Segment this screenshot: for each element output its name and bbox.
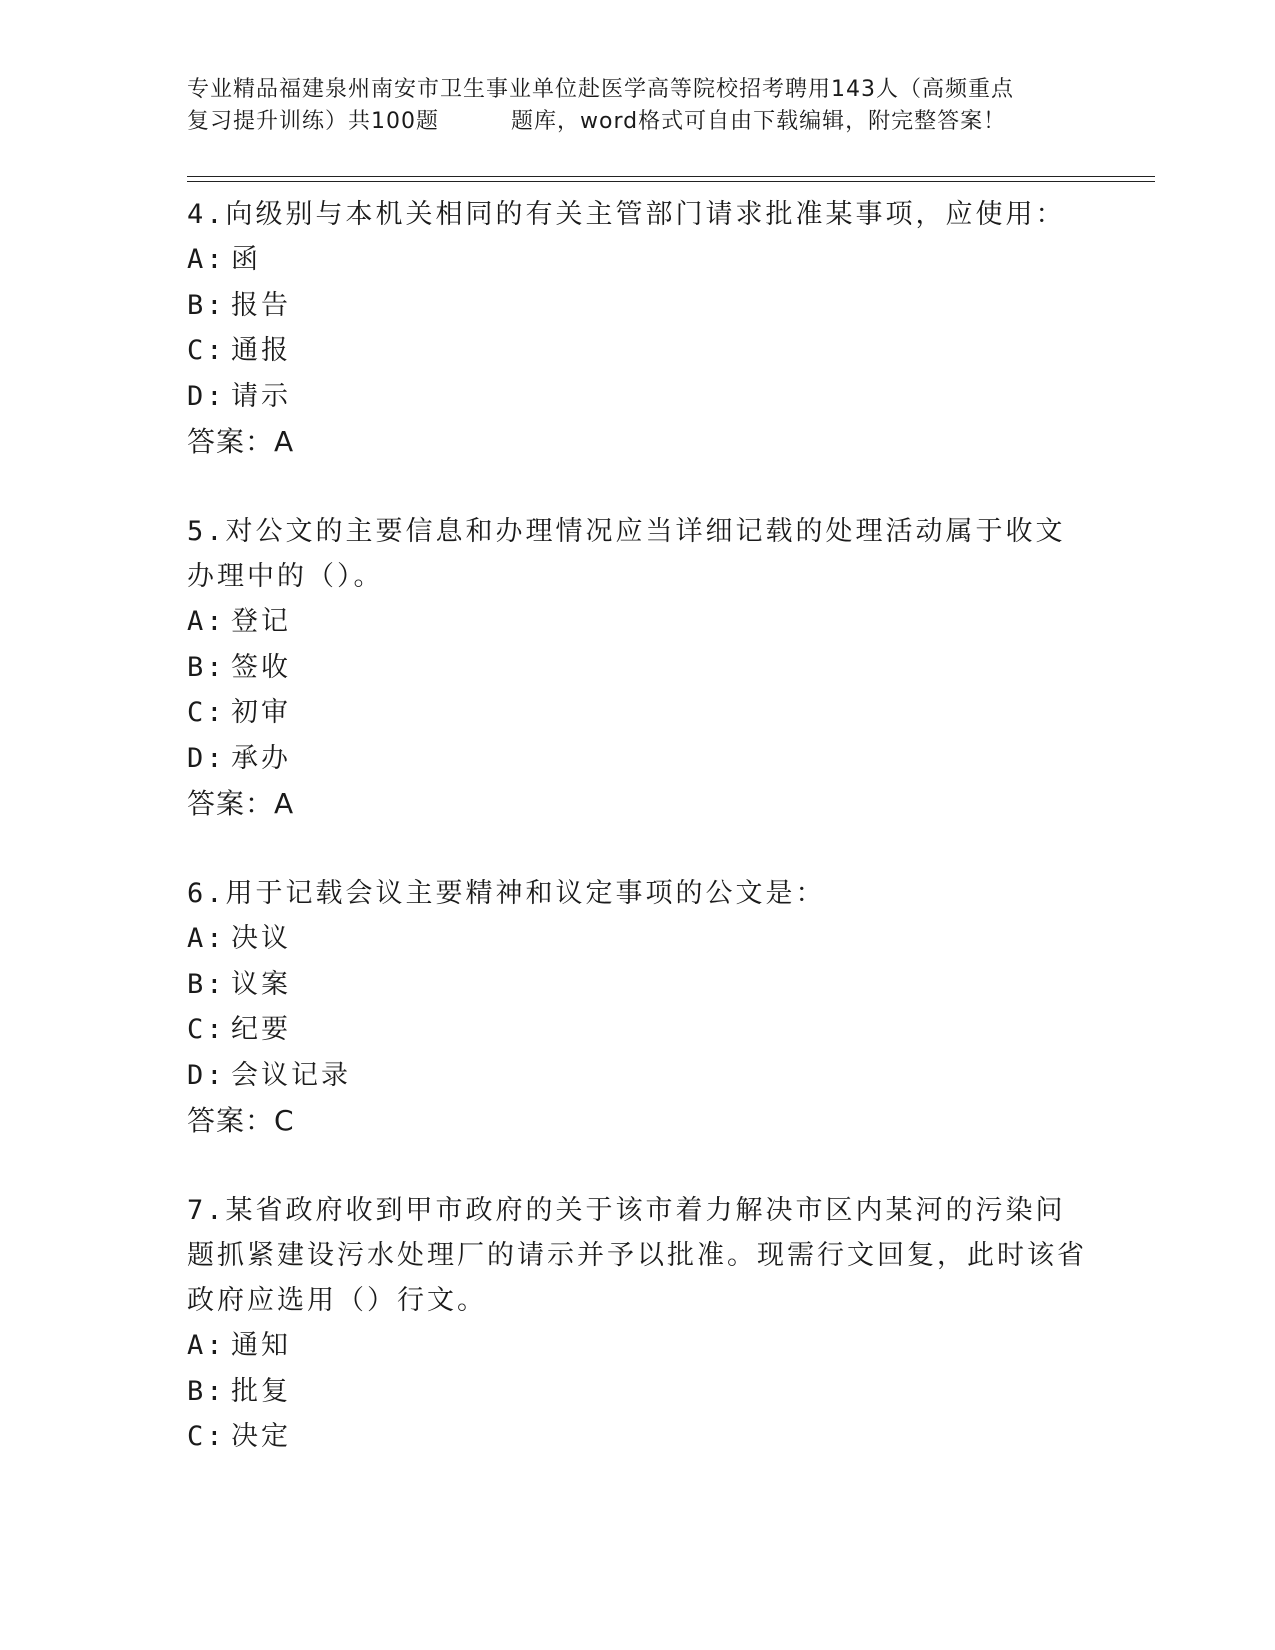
option-key: A: <box>187 1330 226 1361</box>
option-a <box>187 916 1087 962</box>
header-line-1: 专业精品福建泉州南安市卫生事业单位赴医学高等院校招考聘用143人（高频重点 <box>187 77 1014 102</box>
question-list <box>187 192 1087 1504</box>
question-item <box>187 871 1087 1144</box>
option-text: 初审 <box>231 697 291 728</box>
option-c <box>187 690 1087 736</box>
option-text: 报告 <box>231 289 291 321</box>
option-d <box>187 374 1087 420</box>
option-key: A: <box>187 244 226 275</box>
question-item <box>187 192 1087 465</box>
option-text: 议案 <box>231 968 291 1000</box>
option-text: 请示 <box>231 380 291 412</box>
option-a <box>187 599 1087 645</box>
header-line-2 <box>187 106 1087 138</box>
option-text: 会议记录 <box>231 1059 351 1091</box>
option-a <box>187 237 1087 283</box>
header-divider-bottom <box>187 181 1155 182</box>
option-text: 承办 <box>231 742 291 774</box>
option-c <box>187 328 1087 374</box>
option-text: 批复 <box>231 1375 291 1407</box>
option-key: B: <box>187 968 226 1000</box>
option-b <box>187 1369 1087 1415</box>
option-key: D: <box>187 742 226 774</box>
document-header <box>187 74 1087 138</box>
option-b <box>187 962 1087 1008</box>
option-key: A: <box>187 606 226 637</box>
option-key: C: <box>187 335 226 366</box>
option-text: 函 <box>231 244 261 275</box>
option-text: 决议 <box>231 923 291 954</box>
question-text: 6.用于记载会议主要精神和议定事项的公文是： <box>187 878 826 909</box>
option-key: D: <box>187 1059 226 1091</box>
option-d <box>187 736 1087 782</box>
option-c <box>187 1414 1087 1460</box>
option-key: B: <box>187 1375 226 1407</box>
question-item <box>187 1188 1087 1460</box>
question-text: 7.某省政府收到甲市政府的关于该市着力解决市区内某河的污染问题抓紧建设污水处理厂的请示并予以批准。现需行文回复，此时该省政府应选用（）行文。 <box>187 1195 1087 1316</box>
answer-line: 答案：A <box>187 787 295 820</box>
option-key: A: <box>187 923 226 954</box>
answer-line: 答案：A <box>187 425 295 458</box>
option-key: C: <box>187 1421 226 1452</box>
question-item <box>187 509 1087 827</box>
header-line-2-left: 复习提升训练）共100题 <box>187 109 439 134</box>
option-b <box>187 645 1087 691</box>
header-line-2-right: 题库，word格式可自由下载编辑，附完整答案！ <box>511 109 1007 134</box>
answer-line: 答案：C <box>187 1104 295 1137</box>
option-text: 登记 <box>231 606 291 637</box>
option-c <box>187 1007 1087 1053</box>
question-text: 5.对公文的主要信息和办理情况应当详细记载的处理活动属于收文办理中的（）。 <box>187 516 1066 592</box>
question-text: 4.向级别与本机关相同的有关主管部门请求批准某事项，应使用： <box>187 199 1066 230</box>
option-key: D: <box>187 380 226 412</box>
option-text: 决定 <box>231 1421 291 1452</box>
option-b <box>187 283 1087 329</box>
header-divider-top <box>187 176 1155 177</box>
option-d <box>187 1053 1087 1099</box>
option-key: B: <box>187 289 226 321</box>
option-text: 纪要 <box>231 1014 291 1045</box>
option-text: 通报 <box>231 335 291 366</box>
option-key: B: <box>187 651 226 683</box>
option-key: C: <box>187 697 226 728</box>
option-text: 签收 <box>231 651 291 683</box>
option-a <box>187 1323 1087 1369</box>
option-text: 通知 <box>231 1330 291 1361</box>
option-key: C: <box>187 1014 226 1045</box>
